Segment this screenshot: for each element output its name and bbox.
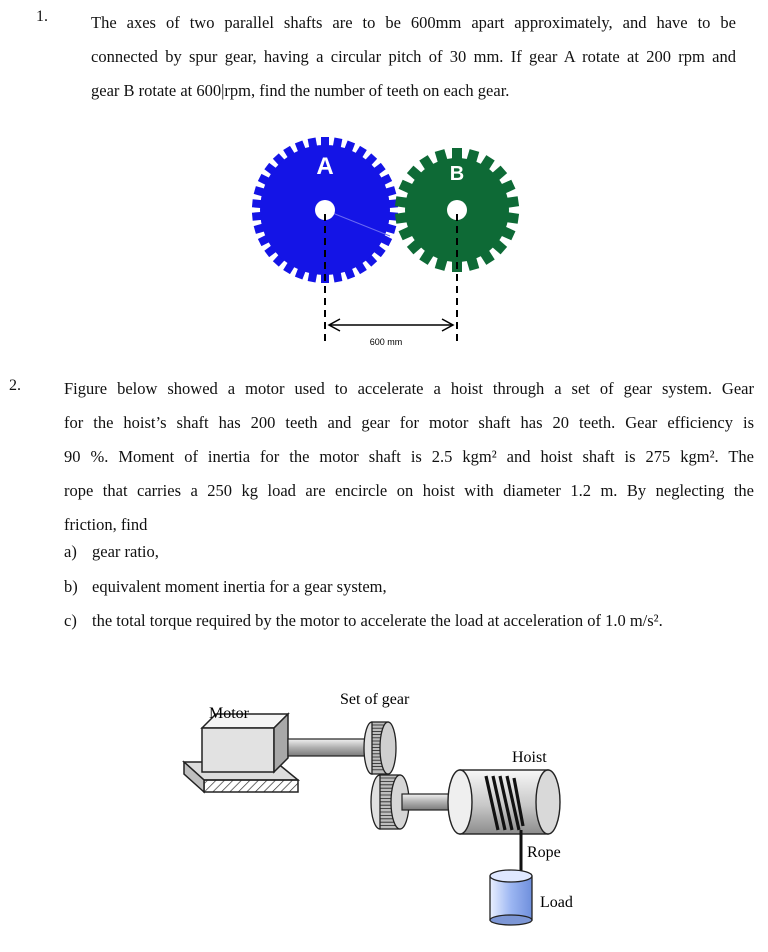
load-label: Load [540,894,573,911]
rope-label: Rope [527,844,561,861]
gear-figure [240,118,540,350]
option-label: a) [64,542,77,561]
question-1-text [91,6,736,108]
question-2-line: rope that carries a 250 kg load are encircle on hoist with diameter 1.2 m. By neglecting the [64,481,754,500]
gear-b-label: B [449,163,465,185]
hoist-figure [180,680,600,940]
question-2-line: Figure below showed a motor used to accelerate a hoist through a set of gear system. Gear [64,379,754,398]
option-text: equivalent moment inertia for a gear system, [92,577,387,596]
option-c [64,611,663,631]
question-2-line: friction, find [64,515,148,534]
distance-label: 600 mm [369,337,403,347]
option-label: b) [64,577,78,596]
question-1-line: gear B rotate at 600|rpm, find the number of teeth on each gear. [91,81,510,100]
question-2-line: for the hoist’s shaft has 200 teeth and gear for motor shaft has 20 teeth. Gear efficiency is [64,413,754,432]
option-label: c) [64,611,77,630]
option-text: the total torque required by the motor to accelerate the load at acceleration of 1.0 m/s². [92,611,663,630]
question-2-number: 2. [9,377,21,394]
motor-shaft [288,739,373,756]
option-b [64,577,387,597]
option-a [64,542,159,562]
gear-set-label: Set of gear [340,691,410,708]
motor-block [202,714,288,772]
question-2-text [64,372,754,542]
question-2-line: 90 %. Moment of inertia for the motor shaft is 2.5 kgm² and hoist shaft is 275 kgm². The [64,447,754,466]
load-weight [490,870,532,925]
gear-a-label: A [316,153,334,180]
option-text: gear ratio, [92,542,159,561]
motor-gear [364,722,396,774]
motor-label: Motor [209,705,249,722]
question-1-line: connected by spur gear, having a circular pitch of 30 mm. If gear A rotate at 200 rpm and [91,47,736,66]
question-1-line: The axes of two parallel shafts are to be 600mm apart approximately, and have to be [91,13,736,32]
hoist-label: Hoist [512,749,547,766]
distance-arrow [329,319,453,331]
question-1-number: 1. [36,8,48,25]
